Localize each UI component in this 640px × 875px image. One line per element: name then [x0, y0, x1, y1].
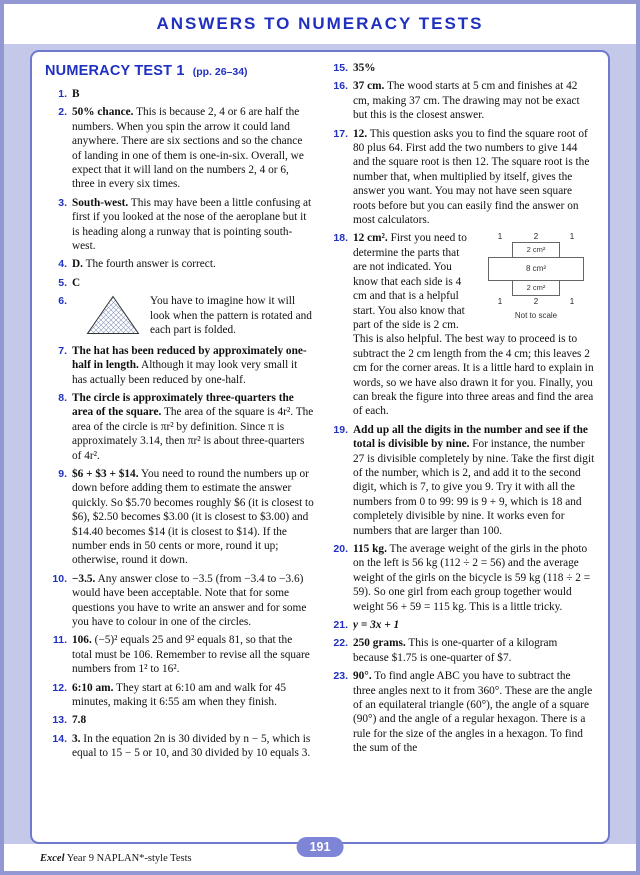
answer-body [353, 61, 595, 75]
answer-number: 23. [333, 670, 348, 683]
test-title-text: NUMERACY TEST 1 [45, 63, 185, 79]
answer-body: 250 grams. This is one-quarter of a kilogram because $1.75 is one-quarter of $7. [353, 637, 558, 664]
book-series-name: Excel [40, 853, 65, 864]
top-dimensions [488, 232, 584, 241]
dimension-label: 2 [533, 297, 539, 307]
answer-number: 15. [333, 62, 348, 74]
test-title-pages: (pp. 26–34) [192, 66, 248, 78]
answer-item [45, 391, 314, 463]
answer-body: 90°. To find angle ABC you have to subtract the three angles next to it from 360°. These are the angle of an equilateral triangle (60°), the angle of a square (90°) and the angle of a regular hexagon. There is a rule for the size of the angles in a hexagon. To find the sum of the [353, 670, 593, 755]
answer-body: 1 2 1 2 cm² 8 cm² 2 cm² 1 2 1 Not to scale 12 cm². First you need to determine the parts that are not indicated. You know that each side is 4 cm and that is a helpful start. You also know that part of the side is 2 cm. This is also helpful. The best way to proceed is to subtract the 2 cm length from the 4 cm; this leaves 2 cm for the corner areas. It is a little hard to explain in words, so we have also drawn it for you. Finally, you can break the figure into three areas and find the area of each. [353, 232, 594, 418]
answer-item [45, 276, 314, 290]
answer-body: The hat has been reduced by approximately one-half in length. Although it may look very small it has actually been reduced by one-half. [72, 344, 307, 386]
dimension-label: 1 [497, 297, 503, 307]
answer-number: 13. [52, 714, 67, 727]
answer-item [326, 542, 595, 614]
answer-key: 37 cm. [353, 80, 385, 93]
answer-item [326, 636, 595, 665]
answer-key: $6 + $3 + $14. [72, 467, 139, 480]
answer-number: 5. [58, 276, 67, 289]
book-title-rest: Year 9 NAPLAN*-style Tests [64, 853, 192, 864]
answer-item [45, 732, 314, 761]
answer-item [45, 344, 314, 387]
answer-number: 1. [58, 88, 67, 100]
answer-key: D. [72, 258, 83, 271]
answer-body: The circle is approximately three-quarters the area of the square. The area of the square is 4r². The area of the circle is πr² by definition. Since π is approximately 3.14, then πr² is about three-quarters of 4r². [72, 391, 314, 462]
answers-list-left [45, 87, 314, 761]
answer-body: 6:10 am. They start at 6:10 am and walk for 45 minutes, making it 6:55 am when they finish. [72, 681, 287, 709]
answer-key: 250 grams. [353, 637, 406, 650]
answer-key: C [72, 276, 81, 289]
area-cell: 2 cm² [512, 281, 560, 296]
answer-item [326, 618, 595, 632]
answer-number: 2. [58, 106, 67, 119]
answer-key: 6:10 am. [72, 681, 114, 694]
answer-key: 3. [72, 732, 81, 745]
answer-key: Add up all the digits in the number and see if the total is divisible by nine. [353, 423, 588, 451]
answers-panel [30, 50, 610, 844]
dimension-label: 2 [533, 232, 539, 242]
dimension-label: 1 [569, 232, 575, 242]
answer-item [45, 681, 314, 710]
answer-key: 12. [353, 127, 368, 140]
figure-shape [488, 242, 584, 296]
right-column [326, 61, 595, 836]
answer-key: y = 3x + 1 [353, 619, 400, 632]
answers-list-right [326, 61, 595, 756]
answer-body: 3. In the equation 2n is 30 divided by n − 5, which is equal to 15 − 5 or 10, and 30 divided by 10 equals 3. [72, 732, 311, 760]
answer-body: D. The fourth answer is correct. [72, 258, 216, 271]
answer-key: 115 kg. [353, 543, 387, 555]
page-title: ANSWERS TO NUMERACY TESTS [156, 14, 484, 33]
answer-item [326, 231, 595, 418]
answer-key: 50% chance. [72, 106, 134, 119]
answer-key: B [72, 88, 80, 100]
answer-number: 20. [333, 543, 348, 555]
answer-item [45, 713, 314, 727]
answer-item [45, 572, 314, 630]
page-header [4, 4, 636, 44]
answer-number: 6. [58, 295, 67, 308]
dimension-label: 1 [497, 232, 503, 242]
answer-item [45, 105, 314, 191]
answer-body: 115 kg. The average weight of the girls in the photo on the left is 56 kg (112 ÷ 2 = 56) and the average weight of the girls on the bicycle is 59 kg (118 ÷ 2 = 59). So one girl from each group together would weight 56 + 59 = 115 kg. This is a little tricky. [353, 543, 591, 613]
area-cell: 8 cm² [488, 257, 584, 281]
area-diagram [477, 232, 595, 323]
answer-body [72, 276, 314, 290]
answer-body: −3.5. Any answer close to −3.5 (from −3.4 to −3.6) would have been acceptable. Note that for some questions you have to write an answer and for some you have to colour in one of the circles. [72, 572, 307, 628]
answer-number: 8. [58, 391, 67, 404]
answer-number: 4. [58, 258, 67, 271]
book-footer-text [40, 853, 192, 864]
answer-body: 50% chance. This is because 2, 4 or 6 are half the numbers. When you spin the arrow it could land anywhere. There are six sections and so the chance of landing in one of them is one-in-six. Overall, we expect that it will land on the numbers 2, 4 or 6, three in every six times. [72, 106, 304, 191]
answer-body [72, 87, 314, 101]
answer-key: 90°. [353, 670, 372, 683]
answer-body [72, 713, 314, 727]
answer-number: 12. [52, 681, 67, 694]
answer-item [326, 61, 595, 75]
answer-body: $6 + $3 + $14. You need to round the numbers up or down before adding them to estimate the answer quickly. So $5.70 becomes roughly $6 (it is closest to $6), $2.50 becomes $3.00 (it is closest to $3.00) and $14.40 becomes $14 (it is closest to $14). If the number ends in 50 cents or more, round it up; otherwise, round it down. [72, 467, 314, 567]
answer-number: 7. [58, 344, 67, 357]
area-cell: 2 cm² [512, 242, 560, 257]
answer-item [45, 196, 314, 254]
answer-body: 106. (−5)² equals 25 and 9² equals 81, so that the total must be 106. Remember to revise all the square numbers from 1² to 16². [72, 634, 310, 676]
answer-item [45, 87, 314, 101]
hatched-triangle-icon [86, 295, 140, 339]
answer-key: −3.5. [72, 572, 96, 585]
answer-key: The hat has been reduced by approximately one-half in length. [72, 344, 307, 372]
answer-number: 19. [333, 423, 348, 436]
figure-caption: Not to scale [514, 311, 558, 321]
answer-item [45, 467, 314, 568]
answer-key: 12 cm². [353, 232, 388, 245]
page-number-badge: 191 [297, 837, 344, 857]
answer-number: 14. [52, 732, 67, 745]
answer-body: Add up all the digits in the number and see if the total is divisible by nine. For instance, the number 27 is divisible completely by nine. Take the first digit of the number, which is 2, and add it to the second digit, which is 7, to give you 9. Try it with all the numbers from 0 to 99: 99 is 9 + 9, which is 18 and completely divisible by nine. It works even for numbers that are larger than 100. [353, 423, 595, 537]
answer-key: 7.8 [72, 714, 87, 727]
answer-number: 10. [52, 572, 67, 585]
answer-text: You have to imagine how it will look when the pattern is rotated and each part is folded. [150, 295, 312, 337]
answer-body [353, 618, 595, 632]
answer-body: 37 cm. The wood starts at 5 cm and finishes at 42 cm, making 37 cm. The drawing may not be exact but this is the closest answer. [353, 80, 580, 122]
answer-item [326, 79, 595, 122]
answer-item [45, 294, 314, 339]
answer-key: The circle is approximately three-quarters the area of the square. [72, 391, 294, 419]
answer-number: 18. [333, 232, 348, 245]
answer-number: 21. [333, 619, 348, 632]
answer-body: South-west. This may have been a little confusing at first if you looked at the nose of the aeroplane but it is heading along a runway that is pointing south-west. [72, 196, 312, 253]
answer-number: 22. [333, 637, 348, 650]
answer-number: 17. [333, 127, 348, 140]
answer-body: 12. This question asks you to find the square root of 80 plus 64. First add the two numbers to give 144 and the square root is then 12. The square root is the number that, when multiplied by itself, gives the answer you want. You may not have seen square roots before but you can easily find the answer on most calculators. [353, 127, 590, 227]
answer-key: South-west. [72, 196, 129, 209]
left-column [45, 61, 314, 836]
answer-number: 9. [58, 467, 67, 480]
answer-number: 11. [52, 634, 67, 647]
answer-item [326, 127, 595, 228]
answer-item [45, 257, 314, 271]
dimension-label: 1 [569, 297, 575, 307]
answer-body [72, 294, 314, 339]
test-title [45, 62, 314, 80]
bottom-dimensions [488, 297, 584, 306]
answer-key: 106. [72, 634, 92, 647]
answer-item [45, 633, 314, 676]
answer-item [326, 423, 595, 538]
answer-number: 3. [58, 196, 67, 209]
answer-item [326, 669, 595, 755]
answer-number: 16. [333, 80, 348, 93]
answer-key: 35% [353, 62, 376, 74]
